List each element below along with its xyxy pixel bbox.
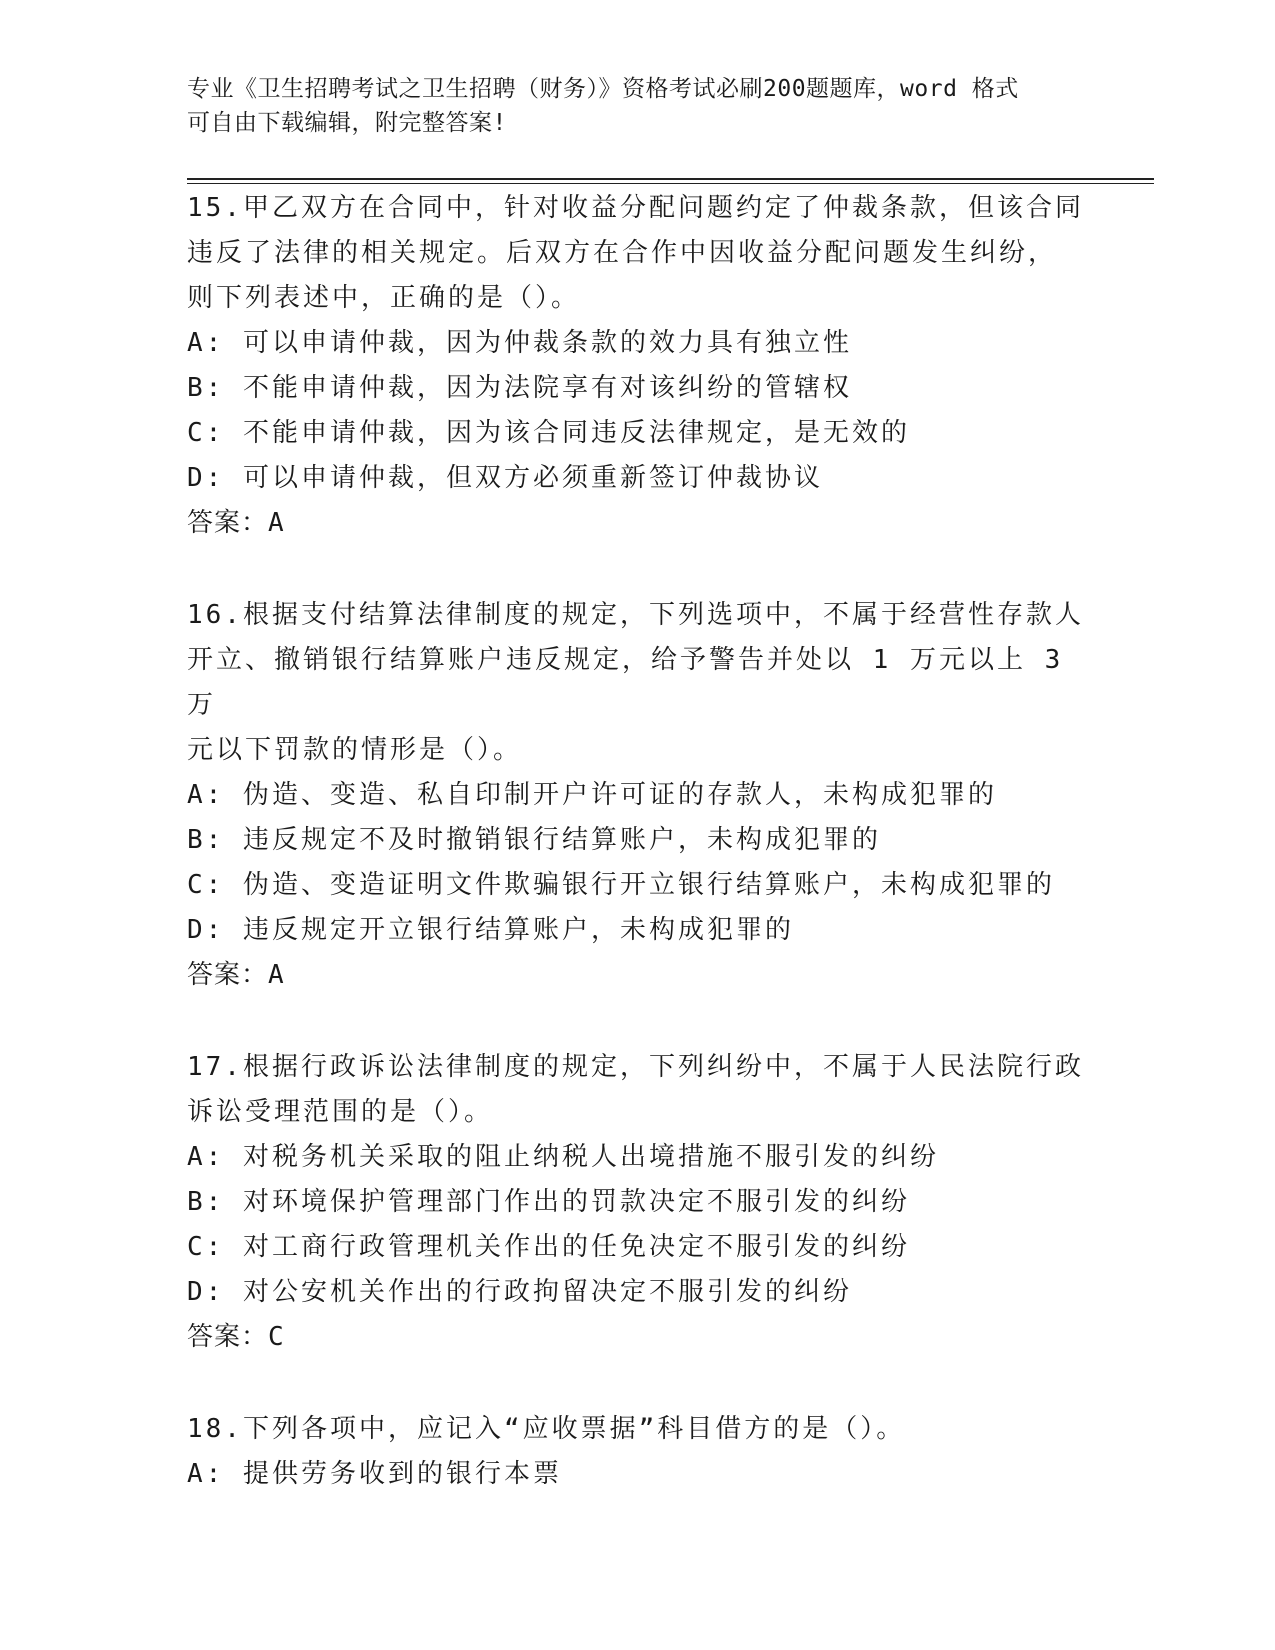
answer-line [187, 501, 1087, 546]
header-rule-thin [187, 183, 1154, 184]
header-line-1: 专业《卫生招聘考试之卫生招聘（财务）》资格考试必刷200题题库，word 格式 [187, 76, 1019, 102]
question-spacer [187, 546, 1087, 593]
answer-line [187, 1315, 1087, 1360]
question-list [187, 186, 1087, 1497]
header-rule-thick [187, 178, 1154, 180]
option-list [187, 1452, 1087, 1497]
question-spacer [187, 1360, 1087, 1407]
option-item: A: 提供劳务收到的银行本票 [187, 1459, 562, 1489]
question-stem-line: 开立、撤销银行结算账户违反规定，给予警告并处以 1 万元以上 3 万 [187, 645, 1064, 720]
option-list [187, 773, 1087, 953]
option-item: A: 对税务机关采取的阻止纳税人出境措施不服引发的纠纷 [187, 1142, 939, 1172]
option-item: B: 对环境保护管理部门作出的罚款决定不服引发的纠纷 [187, 1187, 910, 1217]
option-item: A: 可以申请仲裁，因为仲裁条款的效力具有独立性 [187, 328, 852, 358]
option-item: B: 违反规定不及时撤销银行结算账户，未构成犯罪的 [187, 825, 881, 855]
option-list [187, 321, 1087, 501]
option-item: C: 伪造、变造证明文件欺骗银行开立银行结算账户，未构成犯罪的 [187, 870, 1055, 900]
answer-line [187, 953, 1087, 998]
answer-label: 答案： [187, 960, 269, 990]
question-stem-line: 16.根据支付结算法律制度的规定，下列选项中，不属于经营性存款人 [187, 600, 1084, 630]
header-line-2: 可自由下载编辑，附完整答案! [187, 110, 507, 136]
answer-value: C [268, 1322, 284, 1352]
option-item: D: 对公安机关作出的行政拘留决定不服引发的纠纷 [187, 1277, 852, 1307]
question-stem-line: 违反了法律的相关规定。后双方在合作中因收益分配问题发生纠纷， [187, 238, 1058, 268]
question-spacer [187, 998, 1087, 1045]
answer-value: A [268, 508, 284, 538]
question-item [187, 186, 1087, 593]
option-item: B: 不能申请仲裁，因为法院享有对该纠纷的管辖权 [187, 373, 852, 403]
document-header [187, 72, 1087, 140]
option-list [187, 1135, 1087, 1315]
question-stem-line: 18.下列各项中，应记入“应收票据”科目借方的是（）。 [187, 1414, 906, 1444]
question-item [187, 593, 1087, 1045]
option-item: C: 对工商行政管理机关作出的任免决定不服引发的纠纷 [187, 1232, 910, 1262]
question-stem-line: 15.甲乙双方在合同中，针对收益分配问题约定了仲裁条款，但该合同 [187, 193, 1084, 223]
question-stem-line: 诉讼受理范围的是（）。 [187, 1097, 494, 1127]
question-stem-line: 17.根据行政诉讼法律制度的规定，下列纠纷中，不属于人民法院行政 [187, 1052, 1084, 1082]
option-item: A: 伪造、变造、私自印制开户许可证的存款人，未构成犯罪的 [187, 780, 997, 810]
answer-label: 答案： [187, 508, 269, 538]
question-stem-line: 元以下罚款的情形是（）。 [187, 735, 523, 765]
question-stem-line: 则下列表述中，正确的是（）。 [187, 283, 581, 313]
option-item: D: 违反规定开立银行结算账户，未构成犯罪的 [187, 915, 794, 945]
answer-value: A [268, 960, 284, 990]
option-item: D: 可以申请仲裁，但双方必须重新签订仲裁协议 [187, 463, 823, 493]
question-item [187, 1407, 1087, 1497]
answer-label: 答案： [187, 1322, 269, 1352]
question-item [187, 1045, 1087, 1407]
option-item: C: 不能申请仲裁，因为该合同违反法律规定，是无效的 [187, 418, 910, 448]
